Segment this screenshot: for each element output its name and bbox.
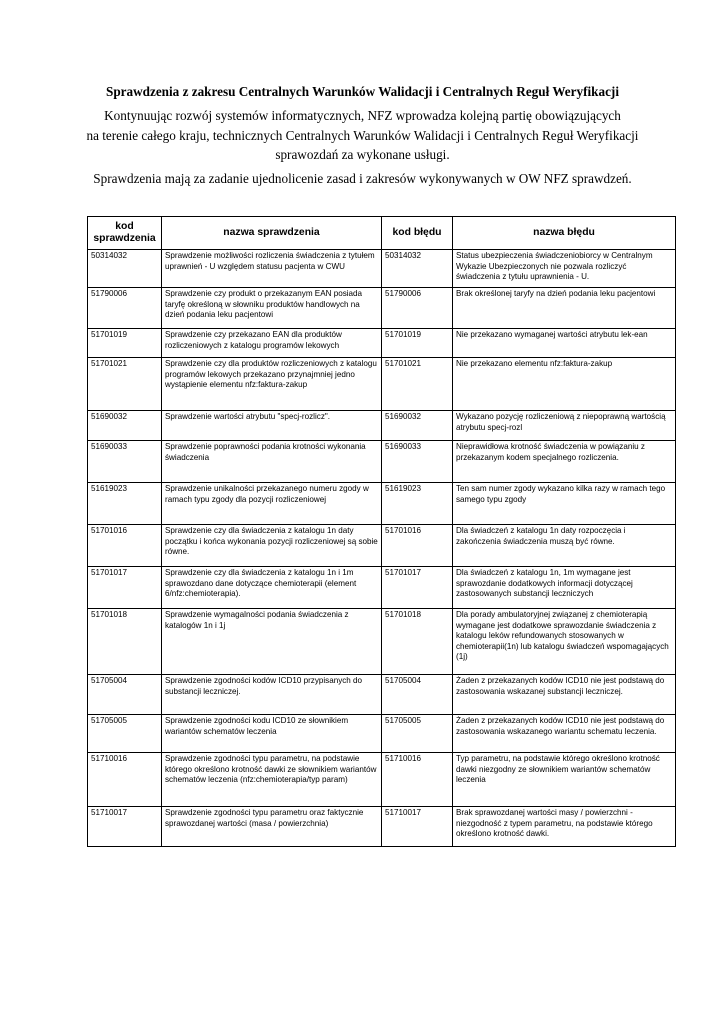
purpose-paragraph: Sprawdzenia mają za zadanie ujednolicenie zasad i zakresów wykonywanych w OW NFZ sprawdzeń. [93, 171, 632, 186]
document-title: Sprawdzenia z zakresu Centralnych Warunków Walidacji i Centralnych Reguł Weryfikacji [106, 84, 619, 99]
intro-paragraph [0, 106, 725, 165]
cell-nazwa-bledu: Nieprawidłowa krotność świadczenia w powiązaniu z przekazanym kodem specjalnego rozliczenia. [453, 441, 676, 483]
cell-kod-bledu: 51690032 [382, 411, 453, 441]
cell-kod-bledu: 51690033 [382, 441, 453, 483]
cell-nazwa-sprawdzenia: Sprawdzenie wartości atrybutu "specj-rozlicz". [162, 411, 382, 441]
cell-nazwa-sprawdzenia: Sprawdzenie czy produkt o przekazanym EAN posiada taryfę określoną w słowniku produktów handlowych na dzień podania leku pacjentowi [162, 288, 382, 329]
cell-nazwa-bledu: Brak sprawozdanej wartości masy / powierzchni - niezgodność z typem parametru, na podstawie którego określono krotność dawki. [453, 807, 676, 847]
cell-kod-bledu: 51710016 [382, 753, 453, 807]
cell-kod-sprawdzenia: 51790006 [88, 288, 162, 329]
cell-kod-bledu: 50314032 [382, 250, 453, 288]
table-row [88, 441, 676, 483]
table-row [88, 525, 676, 567]
cell-nazwa-bledu: Brak określonej taryfy na dzień podania leku pacjentowi [453, 288, 676, 329]
cell-kod-sprawdzenia: 51710016 [88, 753, 162, 807]
cell-kod-sprawdzenia: 51701021 [88, 358, 162, 411]
table-row [88, 329, 676, 358]
table-row [88, 675, 676, 715]
cell-kod-sprawdzenia: 51705005 [88, 715, 162, 753]
cell-nazwa-sprawdzenia: Sprawdzenie zgodności kodu ICD10 ze słownikiem wariantów schematów leczenia [162, 715, 382, 753]
header-nazwa-bledu: nazwa błędu [453, 217, 676, 250]
table-row [88, 288, 676, 329]
cell-kod-sprawdzenia: 51690032 [88, 411, 162, 441]
cell-nazwa-bledu: Status ubezpieczenia świadczeniobiorcy w Centralnym Wykazie Ubezpieczonych nie pozwala rozliczyć świadczenia z tytułu uprawnienia - U. [453, 250, 676, 288]
cell-nazwa-bledu: Nie przekazano elementu nfz:faktura-zakup [453, 358, 676, 411]
table-row [88, 358, 676, 411]
cell-nazwa-bledu: Żaden z przekazanych kodów ICD10 nie jest podstawą do zastosowania wskazanej substancji leczniczej. [453, 675, 676, 715]
cell-kod-bledu: 51619023 [382, 483, 453, 525]
cell-kod-sprawdzenia: 51705004 [88, 675, 162, 715]
table-header-row [88, 217, 676, 250]
cell-nazwa-sprawdzenia: Sprawdzenie czy dla produktów rozliczeniowych z katalogu programów lekowych przekazano przynajmniej jedno wystąpienie elementu nfz:faktura-zakup [162, 358, 382, 411]
header-nazwa-sprawdzenia: nazwa sprawdzenia [162, 217, 382, 250]
cell-kod-bledu: 51701018 [382, 609, 453, 675]
table-row [88, 609, 676, 675]
cell-kod-sprawdzenia: 51701018 [88, 609, 162, 675]
cell-nazwa-sprawdzenia: Sprawdzenie zgodności typu parametru, na podstawie którego określono krotność dawki ze słownikiem wariantów schematów leczenia (nfz:chemioterapia/typ param) [162, 753, 382, 807]
cell-kod-bledu: 51701019 [382, 329, 453, 358]
cell-nazwa-bledu: Wykazano pozycję rozliczeniową z niepoprawną wartością atrybutu specj-rozl [453, 411, 676, 441]
cell-nazwa-bledu: Typ parametru, na podstawie którego określono krotność dawki niezgodny ze słownikiem wariantów schematów leczenia [453, 753, 676, 807]
cell-kod-bledu: 51710017 [382, 807, 453, 847]
cell-nazwa-sprawdzenia: Sprawdzenie czy dla świadczenia z katalogu 1n daty początku i końca wykonania pozycji rozliczeniowej są sobie równe. [162, 525, 382, 567]
cell-nazwa-sprawdzenia: Sprawdzenie unikalności przekazanego numeru zgody w ramach typu zgody dla pozycji rozliczeniowej [162, 483, 382, 525]
cell-kod-sprawdzenia: 51619023 [88, 483, 162, 525]
cell-nazwa-sprawdzenia: Sprawdzenie czy przekazano EAN dla produktów rozliczeniowych z katalogu programów lekowych [162, 329, 382, 358]
cell-kod-sprawdzenia: 50314032 [88, 250, 162, 288]
cell-nazwa-sprawdzenia: Sprawdzenie czy dla świadczenia z katalogu 1n i 1m sprawozdano dane dotyczące chemioterapii (element 6/nfz:chemioterapia). [162, 567, 382, 609]
intro-line: sprawozdań za wykonane usługi. [275, 147, 450, 162]
cell-kod-sprawdzenia: 51701016 [88, 525, 162, 567]
table-body [88, 250, 676, 847]
cell-nazwa-bledu: Ten sam numer zgody wykazano kilka razy w ramach tego samego typu zgody [453, 483, 676, 525]
table-row [88, 807, 676, 847]
header-kod-sprawdzenia: kod sprawdzenia [88, 217, 162, 250]
cell-kod-bledu: 51701017 [382, 567, 453, 609]
table-row [88, 411, 676, 441]
cell-kod-bledu: 51701021 [382, 358, 453, 411]
cell-kod-sprawdzenia: 51710017 [88, 807, 162, 847]
cell-kod-bledu: 51790006 [382, 288, 453, 329]
intro-line: Kontynuując rozwój systemów informatycznych, NFZ wprowadza kolejną partię obowiązujących [104, 108, 621, 123]
cell-nazwa-bledu: Dla porady ambulatoryjnej związanej z chemioterapią wymagane jest dodatkowe sprawozdanie świadczenia z katalogu leków refundowanych stosowanych w chemioterapii(1n) lub katalogu świadczeń wspomagających (1j) [453, 609, 676, 675]
cell-kod-sprawdzenia: 51701019 [88, 329, 162, 358]
header-kod-bledu: kod błędu [382, 217, 453, 250]
cell-nazwa-sprawdzenia: Sprawdzenie zgodności kodów ICD10 przypisanych do substancji leczniczej. [162, 675, 382, 715]
cell-nazwa-sprawdzenia: Sprawdzenie zgodności typu parametru oraz faktycznie sprawozdanej wartości (masa / powierzchnia) [162, 807, 382, 847]
cell-nazwa-bledu: Nie przekazano wymaganej wartości atrybutu lek-ean [453, 329, 676, 358]
checks-table [87, 216, 676, 847]
cell-kod-sprawdzenia: 51690033 [88, 441, 162, 483]
cell-nazwa-sprawdzenia: Sprawdzenie wymagalności podania świadczenia z katalogów 1n i 1j [162, 609, 382, 675]
table-row [88, 715, 676, 753]
table-row [88, 567, 676, 609]
cell-kod-bledu: 51705004 [382, 675, 453, 715]
table-row [88, 753, 676, 807]
table-row [88, 483, 676, 525]
intro-line: na terenie całego kraju, technicznych Centralnych Warunków Walidacji i Centralnych Reguł Weryfikacji [86, 127, 639, 143]
table-row [88, 250, 676, 288]
cell-nazwa-sprawdzenia: Sprawdzenie poprawności podania krotności wykonania świadczenia [162, 441, 382, 483]
cell-kod-bledu: 51705005 [382, 715, 453, 753]
cell-nazwa-bledu: Dla świadczeń z katalogu 1n daty rozpoczęcia i zakończenia świadczenia muszą być równe. [453, 525, 676, 567]
cell-nazwa-bledu: Dla świadczeń z katalogu 1n, 1m wymagane jest sprawozdanie dodatkowych informacji dotyczącej zastosowanych substancji leczniczych [453, 567, 676, 609]
cell-nazwa-bledu: Żaden z przekazanych kodów ICD10 nie jest podstawą do zastosowania wskazanego wariantu schematu leczenia. [453, 715, 676, 753]
cell-kod-sprawdzenia: 51701017 [88, 567, 162, 609]
cell-nazwa-sprawdzenia: Sprawdzenie możliwości rozliczenia świadczenia z tytułem uprawnień - U względem statusu pacjenta w CWU [162, 250, 382, 288]
cell-kod-bledu: 51701016 [382, 525, 453, 567]
